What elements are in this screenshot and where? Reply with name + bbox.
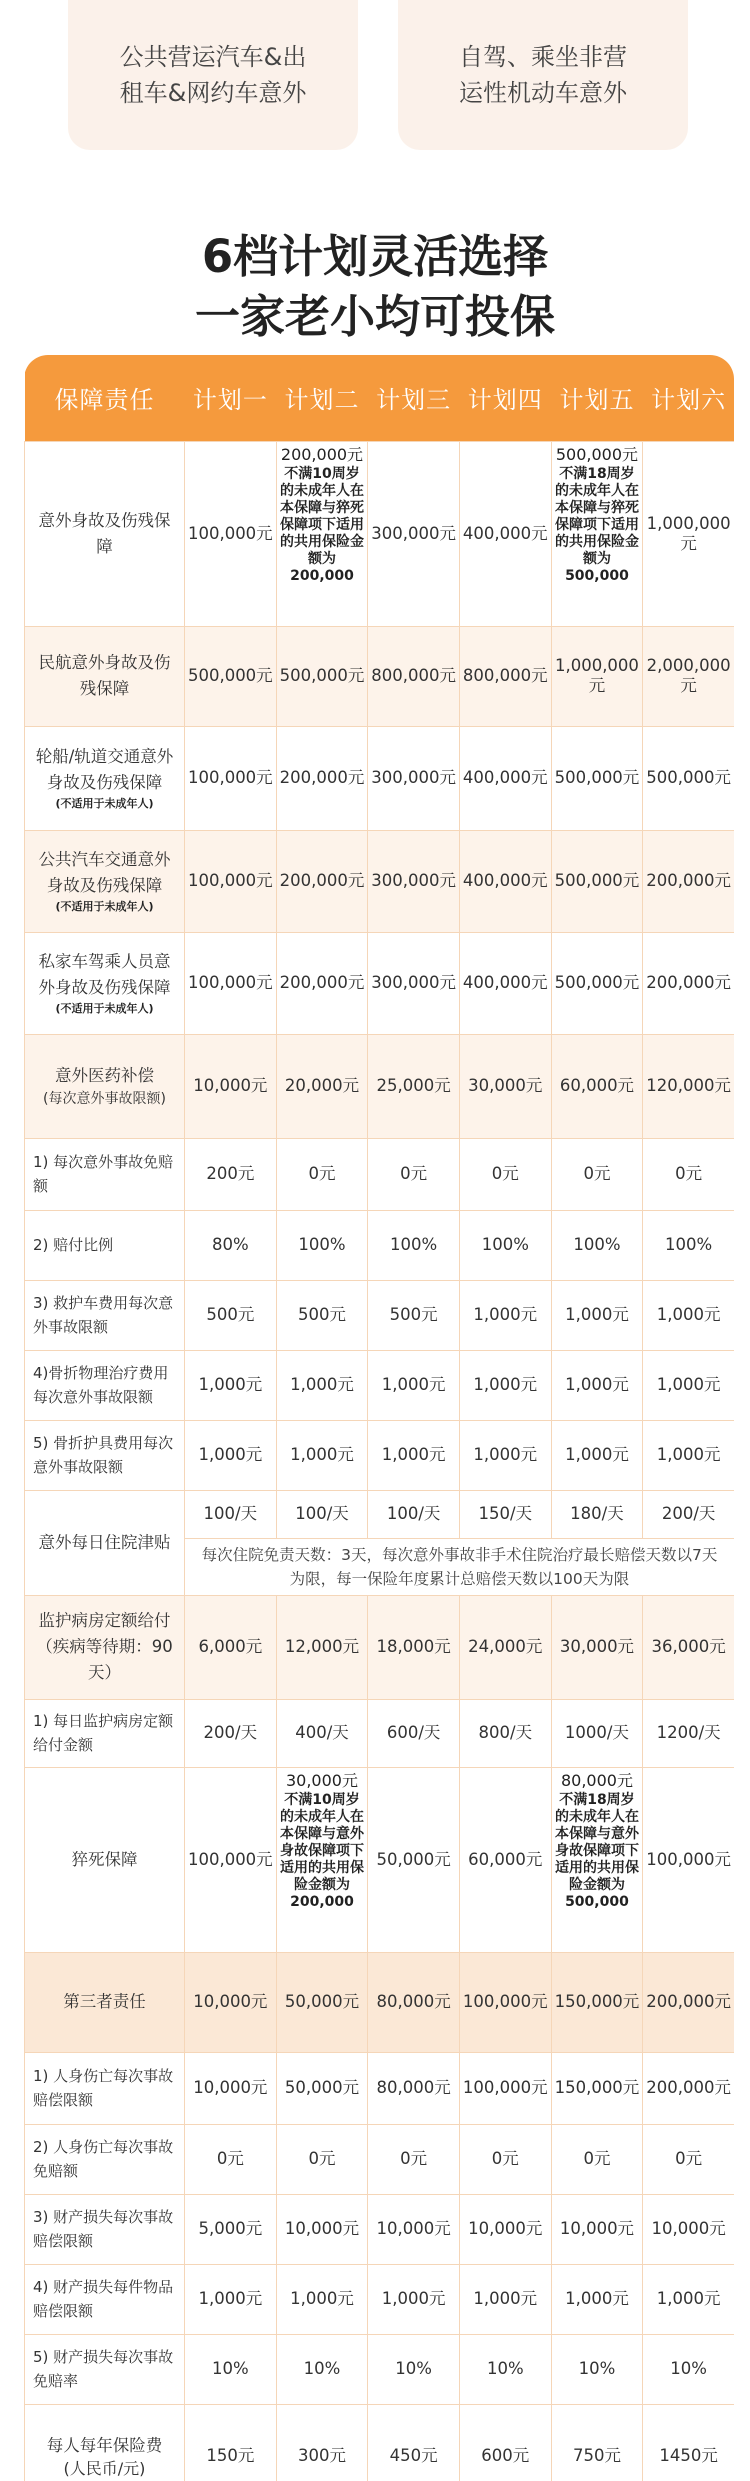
cell-value: 1,000元 xyxy=(551,2264,643,2334)
cell-value: 150元 xyxy=(185,2404,277,2481)
cell-value: 100% xyxy=(459,1210,551,1280)
cell-value: 200,000元 xyxy=(643,1952,734,2052)
cell-value: 500,000元 xyxy=(643,726,734,830)
cell-value: 50,000元 xyxy=(276,1952,368,2052)
row-label: 民航意外身故及伤残保障 xyxy=(25,626,185,726)
row-label xyxy=(25,2404,185,2481)
row-label: 监护病房定额给付（疾病等待期：90天） xyxy=(25,1595,185,1699)
cell-value: 1,000元 xyxy=(368,1350,460,1420)
cell-value: 200/天 xyxy=(643,1490,734,1538)
row-label-note: (不适用于未成年人) xyxy=(55,1002,154,1015)
cell-value: 10% xyxy=(185,2334,277,2404)
cell-value: 1,000元 xyxy=(368,2264,460,2334)
cell-value: 100,000元 xyxy=(459,2052,551,2124)
cell-note: 不满18周岁的未成年人在本保障与猝死保障项下适用的共用保险金额为500,000 xyxy=(554,465,639,584)
cell-value: 500,000元 xyxy=(551,726,643,830)
cell-value-with-note xyxy=(276,441,368,626)
row-label: 意外每日住院津贴 xyxy=(25,1490,185,1595)
cell-note: 不满10周岁的未成年人在本保障与猝死保障项下适用的共用保险金额为200,000 xyxy=(279,465,364,584)
cell-value: 60,000元 xyxy=(551,1034,643,1138)
cell-value: 500元 xyxy=(185,1280,277,1350)
cell-value: 1,000元 xyxy=(459,1350,551,1420)
cell-value: 12,000元 xyxy=(276,1595,368,1699)
header-coverage: 保障责任 xyxy=(25,355,185,441)
cell-value: 500,000元 xyxy=(185,626,277,726)
cell-value: 1,000元 xyxy=(276,2264,368,2334)
cell-value: 500,000元 xyxy=(551,932,643,1034)
cell-value: 80,000元 xyxy=(368,1952,460,2052)
header-plan-2: 计划二 xyxy=(276,355,368,441)
row-label: 猝死保障 xyxy=(25,1767,185,1952)
cell-value: 1,000元 xyxy=(551,1350,643,1420)
table-row xyxy=(25,1490,735,1538)
cell-value: 300,000元 xyxy=(368,441,460,626)
row-label-note: (不适用于未成年人) xyxy=(55,797,154,810)
table-row xyxy=(25,1280,735,1350)
row-label-text: 轮船/轨道交通意外身故及伤残保障 xyxy=(35,747,174,792)
cell-value: 0元 xyxy=(368,1138,460,1210)
cell-value: 10% xyxy=(368,2334,460,2404)
coverage-table xyxy=(24,355,734,2481)
row-label-note: (不适用于未成年人) xyxy=(55,900,154,913)
table-row xyxy=(25,2124,735,2194)
row-label xyxy=(25,932,185,1034)
feature-card-text: 运性机动车意外 xyxy=(459,79,627,107)
cell-value: 36,000元 xyxy=(643,1595,734,1699)
cell-value: 1,000元 xyxy=(276,1350,368,1420)
cell-value: 200元 xyxy=(185,1138,277,1210)
cell-value: 10% xyxy=(276,2334,368,2404)
cell-value: 10% xyxy=(459,2334,551,2404)
cell-value: 500,000元 xyxy=(276,626,368,726)
cell-value: 0元 xyxy=(643,1138,734,1210)
cell-value: 1,000元 xyxy=(459,2264,551,2334)
cell-value: 400,000元 xyxy=(459,441,551,626)
row-label-text: 公共汽车交通意外身故及伤残保障 xyxy=(38,850,171,895)
cell-value: 30,000元 xyxy=(285,1770,358,1790)
table-row xyxy=(25,1767,735,1952)
header-plan-4: 计划四 xyxy=(459,355,551,441)
cell-value: 400,000元 xyxy=(459,932,551,1034)
cell-value: 1,000元 xyxy=(643,1350,734,1420)
cell-value: 0元 xyxy=(459,1138,551,1210)
cell-value: 100,000元 xyxy=(459,1952,551,2052)
row-label-text: 每人每年保险费 xyxy=(46,2436,163,2455)
cell-value: 500,000元 xyxy=(555,444,639,464)
cell-value: 0元 xyxy=(185,2124,277,2194)
cell-value: 100/天 xyxy=(368,1490,460,1538)
cell-value: 1,000元 xyxy=(185,2264,277,2334)
cell-value: 10,000元 xyxy=(185,2052,277,2124)
cell-value: 1000/天 xyxy=(551,1699,643,1767)
cell-value: 1,000元 xyxy=(551,1280,643,1350)
coverage-table-container xyxy=(24,355,734,2481)
row-label: 5) 财产损失每次事故免赔率 xyxy=(25,2334,185,2404)
cell-value: 400/天 xyxy=(276,1699,368,1767)
cell-value: 1450元 xyxy=(643,2404,734,2481)
cell-value: 1,000元 xyxy=(368,1420,460,1490)
cell-value: 10,000元 xyxy=(551,2194,643,2264)
table-row xyxy=(25,1952,735,2052)
cell-value: 100,000元 xyxy=(185,830,277,932)
table-row xyxy=(25,1699,735,1767)
cell-value: 50,000元 xyxy=(368,1767,460,1952)
header-plan-3: 计划三 xyxy=(368,355,460,441)
cell-value: 800/天 xyxy=(459,1699,551,1767)
cell-value: 100,000元 xyxy=(185,932,277,1034)
row-label: 2) 赔付比例 xyxy=(25,1210,185,1280)
cell-value: 0元 xyxy=(276,2124,368,2194)
cell-value: 100% xyxy=(551,1210,643,1280)
top-feature-cards xyxy=(0,0,750,150)
table-row xyxy=(25,1595,735,1699)
cell-value: 100,000元 xyxy=(185,726,277,830)
cell-value: 800,000元 xyxy=(459,626,551,726)
row-label: 4) 财产损失每件物品赔偿限额 xyxy=(25,2264,185,2334)
cell-value: 500,000元 xyxy=(551,830,643,932)
cell-value: 600元 xyxy=(459,2404,551,2481)
row-label: 第三者责任 xyxy=(25,1952,185,2052)
row-label: 3) 救护车费用每次意外事故限额 xyxy=(25,1280,185,1350)
row-label xyxy=(25,830,185,932)
table-row xyxy=(25,626,735,726)
cell-note: 不满10周岁的未成年人在本保障与意外身故保障项下适用的共用保险金额为200,000 xyxy=(279,1791,364,1910)
cell-value: 500元 xyxy=(368,1280,460,1350)
cell-value: 1,000元 xyxy=(185,1350,277,1420)
row-label-note: (人民币/元) xyxy=(63,2459,146,2478)
cell-value: 750元 xyxy=(551,2404,643,2481)
cell-value: 150,000元 xyxy=(551,2052,643,2124)
row-label: 3) 财产损失每次事故赔偿限额 xyxy=(25,2194,185,2264)
cell-value: 30,000元 xyxy=(551,1595,643,1699)
cell-value: 300元 xyxy=(276,2404,368,2481)
cell-value: 10% xyxy=(643,2334,734,2404)
cell-value: 200/天 xyxy=(185,1699,277,1767)
cell-value: 5,000元 xyxy=(185,2194,277,2264)
cell-value: 500元 xyxy=(276,1280,368,1350)
cell-value: 1,000元 xyxy=(643,2264,734,2334)
cell-value: 100,000元 xyxy=(643,1767,734,1952)
cell-value: 0元 xyxy=(551,1138,643,1210)
cell-value: 0元 xyxy=(368,2124,460,2194)
cell-value: 0元 xyxy=(551,2124,643,2194)
cell-value: 200,000元 xyxy=(643,830,734,932)
header-plan-1: 计划一 xyxy=(185,355,277,441)
row-label xyxy=(25,726,185,830)
cell-value: 150,000元 xyxy=(551,1952,643,2052)
cell-value-with-note xyxy=(551,1767,643,1952)
cell-value: 25,000元 xyxy=(368,1034,460,1138)
cell-value: 80,000元 xyxy=(560,1770,633,1790)
cell-value: 30,000元 xyxy=(459,1034,551,1138)
cell-value: 100% xyxy=(276,1210,368,1280)
row-label-text: 意外医药补偿 xyxy=(55,1066,154,1085)
cell-value: 200,000元 xyxy=(276,932,368,1034)
cell-value: 50,000元 xyxy=(276,2052,368,2124)
cell-value: 1,000元 xyxy=(459,1280,551,1350)
cell-value: 300,000元 xyxy=(368,830,460,932)
cell-value: 150/天 xyxy=(459,1490,551,1538)
table-row xyxy=(25,932,735,1034)
table-row xyxy=(25,1420,735,1490)
cell-value: 200,000元 xyxy=(276,830,368,932)
row-label xyxy=(25,1034,185,1138)
table-row xyxy=(25,2194,735,2264)
cell-value: 1,000,000元 xyxy=(643,441,734,626)
cell-value: 100/天 xyxy=(185,1490,277,1538)
row-label: 5) 骨折护具费用每次意外事故限额 xyxy=(25,1420,185,1490)
cell-value: 0元 xyxy=(276,1138,368,1210)
cell-value: 10% xyxy=(551,2334,643,2404)
cell-value: 10,000元 xyxy=(276,2194,368,2264)
hospital-allowance-note: 每次住院免责天数：3天，每次意外事故非手术住院治疗最长赔偿天数以7天为限，每一保险年度累计总赔偿天数以100天为限 xyxy=(185,1538,735,1595)
row-label: 2) 人身伤亡每次事故免赔额 xyxy=(25,2124,185,2194)
cell-note: 不满18周岁的未成年人在本保障与意外身故保障项下适用的共用保险金额为500,000 xyxy=(554,1791,639,1910)
cell-value: 100,000元 xyxy=(185,441,277,626)
cell-value: 1,000,000元 xyxy=(551,626,643,726)
row-label: 意外身故及伤残保障 xyxy=(25,441,185,626)
cell-value: 10,000元 xyxy=(643,2194,734,2264)
cell-value: 10,000元 xyxy=(459,2194,551,2264)
feature-card-text: 自驾、乘坐非营 xyxy=(459,43,627,71)
row-label: 1) 人身伤亡每次事故赔偿限额 xyxy=(25,2052,185,2124)
row-label: 4)骨折物理治疗费用每次意外事故限额 xyxy=(25,1350,185,1420)
cell-value: 80,000元 xyxy=(368,2052,460,2124)
cell-value: 100% xyxy=(643,1210,734,1280)
cell-value: 600/天 xyxy=(368,1699,460,1767)
headline-line-2: 一家老小均可投保 xyxy=(194,290,555,343)
row-label-note: (每次意外事故限额) xyxy=(43,1091,166,1107)
feature-card-public-transport xyxy=(68,0,358,150)
cell-value: 10,000元 xyxy=(185,1034,277,1138)
cell-value: 6,000元 xyxy=(185,1595,277,1699)
cell-value: 200,000元 xyxy=(643,2052,734,2124)
cell-value: 180/天 xyxy=(551,1490,643,1538)
cell-value: 1,000元 xyxy=(185,1420,277,1490)
table-row xyxy=(25,1034,735,1138)
cell-value: 100/天 xyxy=(276,1490,368,1538)
cell-value: 300,000元 xyxy=(368,932,460,1034)
table-row xyxy=(25,726,735,830)
cell-value: 400,000元 xyxy=(459,726,551,830)
cell-value: 800,000元 xyxy=(368,626,460,726)
cell-value: 100,000元 xyxy=(185,1767,277,1952)
cell-value: 0元 xyxy=(643,2124,734,2194)
cell-value: 1,000元 xyxy=(643,1420,734,1490)
table-row xyxy=(25,2052,735,2124)
table-row xyxy=(25,2264,735,2334)
table-row xyxy=(25,441,735,626)
cell-value: 100% xyxy=(368,1210,460,1280)
cell-value: 60,000元 xyxy=(459,1767,551,1952)
table-header-row xyxy=(25,355,735,441)
cell-value: 400,000元 xyxy=(459,830,551,932)
header-plan-5: 计划五 xyxy=(551,355,643,441)
cell-value: 120,000元 xyxy=(643,1034,734,1138)
feature-card-private-car xyxy=(398,0,688,150)
table-row xyxy=(25,830,735,932)
cell-value: 1,000元 xyxy=(643,1280,734,1350)
cell-value: 200,000元 xyxy=(280,444,364,464)
cell-value: 300,000元 xyxy=(368,726,460,830)
feature-card-text: 公共营运汽车&出 xyxy=(119,43,307,71)
table-row xyxy=(25,2404,735,2481)
cell-value: 1,000元 xyxy=(459,1420,551,1490)
feature-card-text: 租车&网约车意外 xyxy=(119,79,307,107)
cell-value: 0元 xyxy=(459,2124,551,2194)
cell-value: 80% xyxy=(185,1210,277,1280)
table-row xyxy=(25,1350,735,1420)
cell-value-with-note xyxy=(551,441,643,626)
cell-value: 200,000元 xyxy=(276,726,368,830)
table-row xyxy=(25,1210,735,1280)
cell-value: 10,000元 xyxy=(185,1952,277,2052)
cell-value: 2,000,000元 xyxy=(643,626,734,726)
cell-value: 10,000元 xyxy=(368,2194,460,2264)
cell-value: 1,000元 xyxy=(551,1420,643,1490)
row-label: 1) 每次意外事故免赔额 xyxy=(25,1138,185,1210)
cell-value-with-note xyxy=(276,1767,368,1952)
cell-value: 200,000元 xyxy=(643,932,734,1034)
headline-line-1: 6档计划灵活选择 xyxy=(201,230,549,283)
table-row xyxy=(25,2334,735,2404)
header-plan-6: 计划六 xyxy=(643,355,734,441)
row-label: 1) 每日监护病房定额给付金额 xyxy=(25,1699,185,1767)
cell-value: 450元 xyxy=(368,2404,460,2481)
cell-value: 1200/天 xyxy=(643,1699,734,1767)
cell-value: 20,000元 xyxy=(276,1034,368,1138)
cell-value: 18,000元 xyxy=(368,1595,460,1699)
cell-value: 1,000元 xyxy=(276,1420,368,1490)
row-label-text: 私家车驾乘人员意外身故及伤残保障 xyxy=(38,952,171,997)
table-row xyxy=(25,1138,735,1210)
cell-value: 24,000元 xyxy=(459,1595,551,1699)
